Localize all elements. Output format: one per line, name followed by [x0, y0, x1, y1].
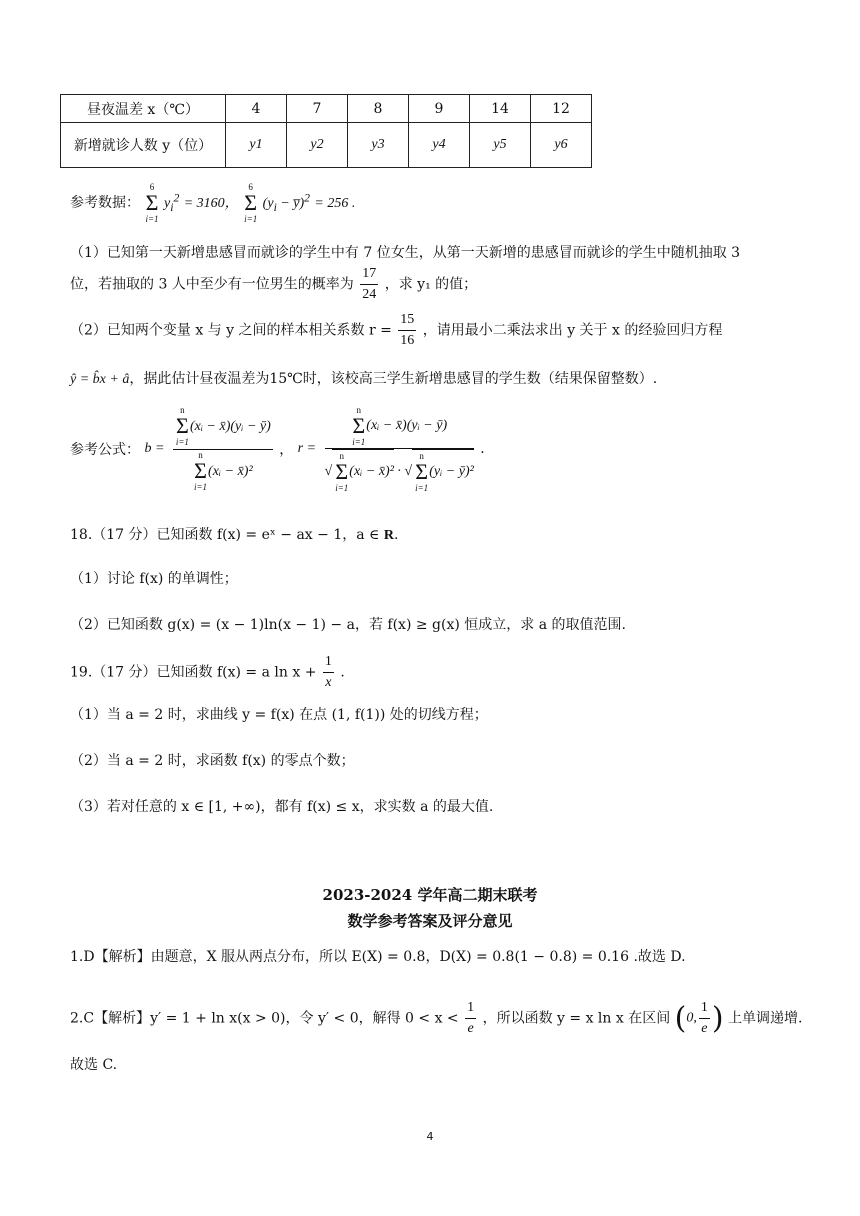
sum-symbol: n Σ i=1	[352, 404, 366, 447]
sum-symbol: n Σ i=1	[335, 450, 349, 493]
table-cell: y4	[409, 123, 470, 168]
table-cell: 8	[348, 95, 409, 123]
sum-symbol: n Σ i=1	[193, 450, 208, 493]
numerator: 15	[398, 310, 416, 331]
answer-1: 1.D【解析】由题意，X 服从两点分布，所以 E(X) = 0.8，D(X) = 0.8(1 − 0.8) = 0.16 .故选 D.	[70, 949, 686, 965]
text: 2.C【解析】y′ = 1 + ln x(x > 0)，令 y′ < 0，解得 0 < x <	[70, 1010, 459, 1027]
question-2-line-1	[70, 310, 722, 351]
problem-18-head	[70, 524, 398, 544]
formula-r: r =	[297, 441, 317, 456]
table-header-patients: 新增就诊人数 y（位）	[61, 123, 226, 168]
text: ，据此估计昼夜温差为15℃时，该校高三学生新增患感冒的学生数（结果保留整数）.	[129, 371, 658, 387]
question-1-line-2	[70, 264, 477, 305]
table-cell: 7	[287, 95, 348, 123]
table-cell: 12	[531, 95, 592, 123]
sum-term: ($y_i$ − y̅)$^2$	[262, 191, 310, 214]
sum-term: $y_i^2$	[163, 191, 180, 214]
text: .	[393, 527, 399, 543]
text: 上单调递增.	[728, 1010, 803, 1027]
table-header-temp: 昼夜温差 x（℃）	[61, 95, 226, 123]
denominator: √n Σ i=1(xᵢ − x̄)² · √n Σ i=1(yᵢ − ȳ)²	[324, 450, 474, 493]
denominator: 24	[362, 287, 377, 302]
denominator: e	[467, 1021, 474, 1036]
numerator	[325, 404, 474, 449]
text: 18.（17 分）已知函数 f(x) = eˣ − ax − 1，a ∈	[70, 527, 384, 543]
term: (xᵢ − x̄)(yᵢ − ȳ)	[366, 418, 448, 433]
fraction	[699, 998, 710, 1039]
real-set-symbol: R	[383, 528, 394, 543]
formula-line	[70, 404, 485, 494]
table-cell: y5	[470, 123, 531, 168]
sqrt-term	[332, 449, 394, 494]
term: (xᵢ − x̄)²	[208, 463, 253, 479]
sum-symbol: n Σ i=1	[415, 450, 429, 493]
separator: ，	[279, 442, 294, 458]
text: ，请用最小二乘法求出 y 关于 x 的经验回归方程	[422, 322, 723, 339]
text: （2）已知两个变量 x 与 y 之间的样本相关系数 r =	[70, 322, 392, 339]
page-number: 4	[426, 1130, 434, 1143]
term: (xᵢ − x̄)(yᵢ − ȳ)	[189, 418, 271, 434]
fraction	[465, 998, 476, 1039]
data-table	[60, 94, 592, 168]
problem-19-head	[70, 652, 345, 693]
problem-18-part-2: （2）已知函数 g(x) = (x − 1)ln(x − 1) − a，若 f(x) ≥ g(x) 恒成立，求 a 的取值范围.	[70, 617, 626, 633]
text: ，求 y₁ 的值；	[384, 276, 478, 293]
period: .	[480, 441, 485, 457]
reference-data-label: 参考数据：	[70, 195, 140, 211]
denominator: 16	[400, 333, 415, 348]
interval-start: 0,	[686, 1010, 697, 1026]
problem-19-part-1: （1）当 a = 2 时，求曲线 y = f(x) 在点 (1, f(1)) 处的切线方程；	[70, 707, 488, 723]
regression-equation: ŷ = b̂x + â	[70, 372, 130, 387]
answer-title: 2023-2024 学年高二期末联考	[322, 886, 538, 904]
text: 19.（17 分）已知函数 f(x) = a ln x +	[70, 664, 317, 681]
numerator: 1	[699, 998, 710, 1019]
formula-b: b =	[144, 441, 165, 456]
fraction-r	[325, 404, 474, 494]
paren-close: )	[711, 1001, 724, 1036]
table-cell: y2	[287, 123, 348, 168]
problem-19-part-3: （3）若对任意的 x ∈ [1, +∞)，都有 f(x) ≤ x，求实数 a 的最大值.	[70, 799, 494, 815]
table-row	[61, 123, 592, 168]
sum-symbol: n Σ i=1	[175, 405, 189, 448]
numerator: 1	[323, 652, 334, 673]
sum-symbol: 6 Σ i=1	[145, 182, 159, 224]
table-cell: 4	[226, 95, 287, 123]
reference-data-line	[70, 182, 355, 224]
expression: = 3160，	[183, 196, 239, 211]
expression: = 256 .	[314, 196, 356, 211]
fraction	[360, 264, 378, 305]
term: (yᵢ − ȳ)²	[429, 464, 474, 479]
formula-label: 参考公式：	[70, 442, 140, 458]
question-1-line-1: （1）已知第一天新增患感冒而就诊的学生中有 7 位女生，从第一天新增的患感冒而就诊的学生中随机抽取 3	[70, 245, 741, 261]
numerator: 17	[360, 264, 378, 285]
sqrt-term	[412, 449, 474, 494]
problem-19-part-2: （2）当 a = 2 时，求函数 f(x) 的零点个数；	[70, 753, 355, 769]
fraction	[398, 310, 416, 351]
paren-open: (	[674, 1001, 687, 1036]
text: ，所以函数 y = x ln x 在区间	[482, 1010, 671, 1027]
table-cell: y3	[348, 123, 409, 168]
denominator	[173, 450, 273, 494]
fraction-b	[173, 405, 273, 494]
answer-2-line-2: 故选 C.	[70, 1057, 118, 1073]
denominator: x	[325, 675, 332, 690]
problem-18-part-1: （1）讨论 f(x) 的单调性；	[70, 571, 238, 587]
answer-subtitle: 数学参考答案及评分意见	[347, 912, 513, 930]
fraction	[323, 652, 334, 693]
numerator: 1	[465, 998, 476, 1019]
table-cell: y6	[531, 123, 592, 168]
question-2-line-2	[70, 368, 657, 388]
table-cell: y1	[226, 123, 287, 168]
sum-symbol: 6 Σ i=1	[244, 182, 258, 224]
table-row	[61, 95, 592, 123]
text: .	[340, 664, 345, 681]
text: 位，若抽取的 3 人中至少有一位男生的概率为	[70, 276, 354, 293]
term: (xᵢ − x̄)²	[349, 464, 394, 479]
numerator	[173, 405, 273, 450]
denominator: e	[701, 1021, 708, 1036]
table-cell: 14	[470, 95, 531, 123]
table-cell: 9	[409, 95, 470, 123]
answer-2-line-1	[70, 998, 803, 1039]
